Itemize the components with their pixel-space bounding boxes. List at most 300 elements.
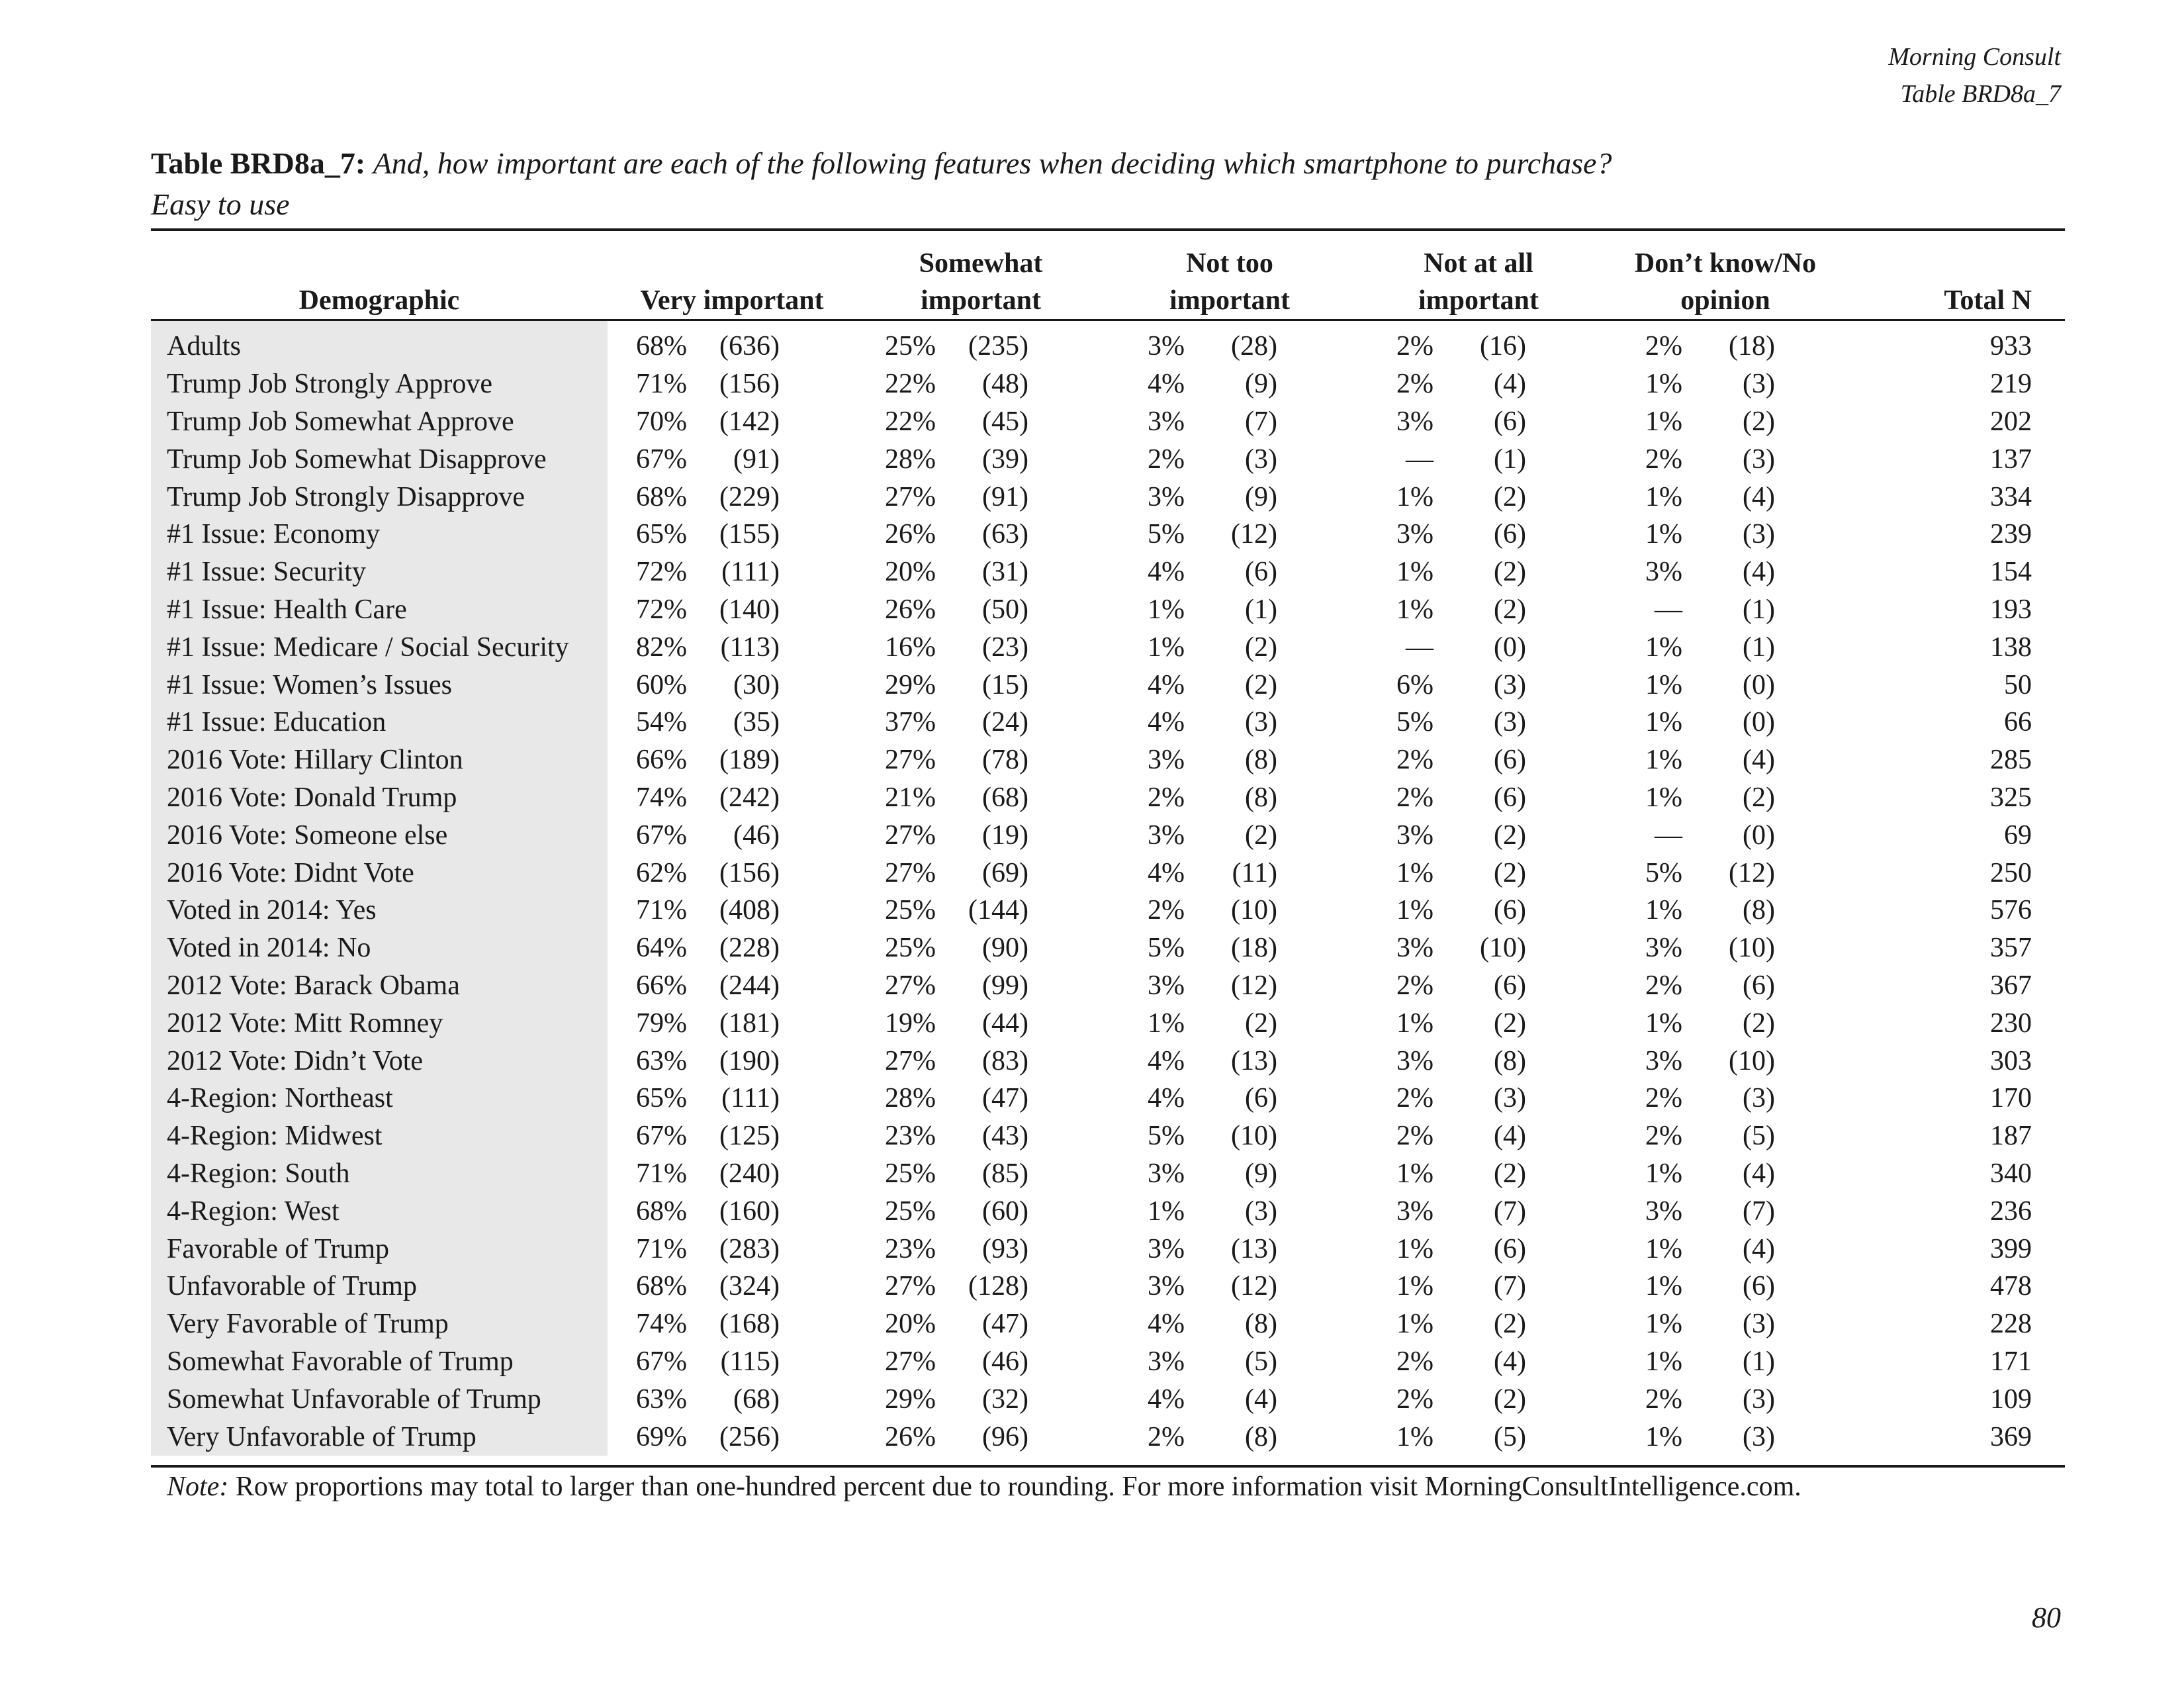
not-at-all-important-pct: 2% <box>1396 1346 1433 1377</box>
very-important-pct: 70% <box>636 406 687 437</box>
dont-know-pct: 1% <box>1645 669 1682 700</box>
not-at-all-important-n: (2) <box>1494 1383 1526 1415</box>
header-table-id: Table BRD8a_7 <box>1900 80 2061 108</box>
table-row <box>151 854 2065 892</box>
total-n-cell: 171 <box>1990 1346 2032 1377</box>
somewhat-important-n: (31) <box>982 557 1028 588</box>
not-at-all-important-n: (1) <box>1494 444 1526 475</box>
very-important-pct: 63% <box>636 1045 687 1076</box>
not-too-important-pct: 4% <box>1148 369 1185 400</box>
very-important-n: (91) <box>733 444 780 475</box>
dont-know-n: (6) <box>1743 1271 1775 1302</box>
not-at-all-important-n: (6) <box>1494 519 1526 550</box>
somewhat-important-pct: 20% <box>885 557 936 588</box>
not-at-all-important-pct: 2% <box>1396 1083 1433 1114</box>
very-important-n: (140) <box>719 594 780 625</box>
dont-know-pct: 2% <box>1645 444 1682 475</box>
very-important-pct: 65% <box>636 1083 687 1114</box>
demographic-cell: 4-Region: South <box>151 1155 608 1193</box>
table-row <box>151 365 2065 403</box>
very-important-n: (46) <box>733 820 780 851</box>
very-important-pct: 64% <box>636 933 687 964</box>
bottom-rule <box>151 1465 2065 1468</box>
very-important-pct: 71% <box>636 1158 687 1189</box>
dont-know-pct: 2% <box>1645 1383 1682 1415</box>
demographic-cell: 2012 Vote: Didn’t Vote <box>151 1042 608 1080</box>
dont-know-n: (0) <box>1743 669 1775 700</box>
not-too-important-pct: 3% <box>1148 820 1185 851</box>
not-too-important-pct: 4% <box>1148 1045 1185 1076</box>
table-body <box>151 320 2065 1456</box>
not-too-important-n: (2) <box>1245 632 1277 663</box>
total-n-cell: 154 <box>1990 557 2032 588</box>
very-important-n: (160) <box>719 1196 780 1227</box>
somewhat-important-n: (44) <box>982 1008 1028 1039</box>
demographic-cell: 4-Region: Midwest <box>151 1117 608 1155</box>
table-row <box>151 516 2065 553</box>
not-too-important-pct: 2% <box>1148 1421 1185 1452</box>
not-too-important-n: (9) <box>1245 369 1277 400</box>
not-too-important-n: (8) <box>1245 1421 1277 1452</box>
very-important-n: (30) <box>733 669 780 700</box>
very-important-pct: 74% <box>636 1309 687 1340</box>
table-row <box>151 1380 2065 1418</box>
dont-know-n: (4) <box>1743 1158 1775 1189</box>
somewhat-important-n: (32) <box>982 1383 1028 1415</box>
demographic-cell: 2016 Vote: Donald Trump <box>151 779 608 817</box>
dont-know-pct: 1% <box>1645 481 1682 512</box>
dont-know-n: (3) <box>1743 1083 1775 1114</box>
somewhat-important-pct: 27% <box>885 1271 936 1302</box>
col-header-very-important: Very important <box>608 233 856 320</box>
header-org: Morning Consult <box>1888 43 2061 71</box>
very-important-n: (189) <box>719 745 780 776</box>
table-row <box>151 704 2065 741</box>
total-n-cell: 193 <box>1990 594 2032 625</box>
table-row <box>151 478 2065 516</box>
somewhat-important-n: (91) <box>982 481 1028 512</box>
dont-know-pct: 3% <box>1645 1196 1682 1227</box>
dont-know-n: (3) <box>1743 1421 1775 1452</box>
dont-know-n: (3) <box>1743 519 1775 550</box>
total-n-cell: 50 <box>2004 669 2032 700</box>
not-at-all-important-n: (3) <box>1494 669 1526 700</box>
not-at-all-important-n: (2) <box>1494 857 1526 888</box>
not-at-all-important-n: (10) <box>1480 933 1526 964</box>
not-too-important-pct: 5% <box>1148 933 1185 964</box>
not-at-all-important-pct: 3% <box>1396 820 1433 851</box>
not-at-all-important-pct: 1% <box>1396 1271 1433 1302</box>
not-at-all-important-pct: 1% <box>1396 557 1433 588</box>
not-at-all-important-n: (2) <box>1494 1158 1526 1189</box>
very-important-n: (115) <box>720 1346 780 1377</box>
somewhat-important-n: (96) <box>982 1421 1028 1452</box>
not-too-important-n: (2) <box>1245 1008 1277 1039</box>
dont-know-pct: 1% <box>1645 1421 1682 1452</box>
somewhat-important-pct: 25% <box>885 1158 936 1189</box>
not-too-important-n: (12) <box>1231 519 1277 550</box>
very-important-pct: 67% <box>636 444 687 475</box>
dont-know-n: (4) <box>1743 745 1775 776</box>
very-important-pct: 79% <box>636 1008 687 1039</box>
very-important-n: (156) <box>719 857 780 888</box>
demographic-cell: #1 Issue: Economy <box>151 516 608 553</box>
not-too-important-n: (1) <box>1245 594 1277 625</box>
demographic-cell: 2016 Vote: Hillary Clinton <box>151 741 608 779</box>
not-too-important-pct: 1% <box>1148 594 1185 625</box>
not-too-important-pct: 4% <box>1148 1309 1185 1340</box>
table-row <box>151 1192 2065 1230</box>
dont-know-pct: 2% <box>1645 1121 1682 1152</box>
page-number: 80 <box>2032 1601 2061 1634</box>
demographic-cell: #1 Issue: Medicare / Social Security <box>151 628 608 666</box>
somewhat-important-n: (78) <box>982 745 1028 776</box>
dont-know-pct: — <box>1655 820 1682 851</box>
not-at-all-important-pct: 1% <box>1396 594 1433 625</box>
table-row <box>151 628 2065 666</box>
very-important-n: (68) <box>733 1383 780 1415</box>
not-at-all-important-n: (5) <box>1494 1421 1526 1452</box>
demographic-cell: Trump Job Strongly Approve <box>151 365 608 403</box>
table-row <box>151 666 2065 704</box>
somewhat-important-n: (68) <box>982 782 1028 813</box>
total-n-cell: 230 <box>1990 1008 2032 1039</box>
very-important-n: (111) <box>721 1083 780 1114</box>
not-too-important-pct: 5% <box>1148 519 1185 550</box>
very-important-n: (244) <box>719 970 780 1001</box>
very-important-n: (408) <box>719 895 780 926</box>
table-row <box>151 1343 2065 1381</box>
demographic-cell: 2016 Vote: Didnt Vote <box>151 854 608 892</box>
somewhat-important-pct: 27% <box>885 745 936 776</box>
very-important-n: (242) <box>719 782 780 813</box>
table-row <box>151 892 2065 929</box>
demographic-cell: Somewhat Favorable of Trump <box>151 1343 608 1381</box>
somewhat-important-n: (83) <box>982 1045 1028 1076</box>
somewhat-important-n: (90) <box>982 933 1028 964</box>
very-important-pct: 68% <box>636 481 687 512</box>
somewhat-important-pct: 37% <box>885 707 936 738</box>
not-at-all-important-n: (3) <box>1494 1083 1526 1114</box>
dont-know-pct: 3% <box>1645 933 1682 964</box>
not-too-important-n: (12) <box>1231 1271 1277 1302</box>
dont-know-pct: 1% <box>1645 519 1682 550</box>
very-important-pct: 65% <box>636 519 687 550</box>
dont-know-n: (2) <box>1743 782 1775 813</box>
dont-know-pct: 1% <box>1645 1271 1682 1302</box>
not-too-important-pct: 3% <box>1148 1233 1185 1264</box>
not-too-important-n: (12) <box>1231 970 1277 1001</box>
total-n-cell: 367 <box>1990 970 2032 1001</box>
table-row <box>151 741 2065 779</box>
dont-know-n: (1) <box>1743 1346 1775 1377</box>
dont-know-pct: 5% <box>1645 857 1682 888</box>
very-important-n: (155) <box>719 519 780 550</box>
somewhat-important-n: (47) <box>982 1309 1028 1340</box>
somewhat-important-n: (46) <box>982 1346 1028 1377</box>
total-n-cell: 369 <box>1990 1421 2032 1452</box>
not-at-all-important-pct: 3% <box>1396 406 1433 437</box>
dont-know-pct: 1% <box>1645 632 1682 663</box>
not-too-important-pct: 3% <box>1148 745 1185 776</box>
somewhat-important-n: (85) <box>982 1158 1028 1189</box>
dont-know-pct: 1% <box>1645 1309 1682 1340</box>
not-too-important-pct: 4% <box>1148 669 1185 700</box>
total-n-cell: 357 <box>1990 933 2032 964</box>
somewhat-important-pct: 26% <box>885 1421 936 1452</box>
very-important-n: (111) <box>721 557 780 588</box>
somewhat-important-pct: 19% <box>885 1008 936 1039</box>
not-at-all-important-pct: 1% <box>1396 1008 1433 1039</box>
not-too-important-pct: 4% <box>1148 1083 1185 1114</box>
not-too-important-n: (3) <box>1245 444 1277 475</box>
not-at-all-important-pct: 1% <box>1396 895 1433 926</box>
demographic-cell: #1 Issue: Health Care <box>151 591 608 629</box>
not-at-all-important-n: (7) <box>1494 1271 1526 1302</box>
very-important-pct: 66% <box>636 970 687 1001</box>
dont-know-n: (8) <box>1743 895 1775 926</box>
very-important-pct: 68% <box>636 1271 687 1302</box>
somewhat-important-pct: 29% <box>885 1383 936 1415</box>
very-important-n: (240) <box>719 1158 780 1189</box>
somewhat-important-pct: 23% <box>885 1121 936 1152</box>
dont-know-n: (0) <box>1743 707 1775 738</box>
demographic-cell: Voted in 2014: Yes <box>151 892 608 929</box>
demographic-cell: Somewhat Unfavorable of Trump <box>151 1380 608 1418</box>
dont-know-n: (0) <box>1743 820 1775 851</box>
very-important-pct: 54% <box>636 707 687 738</box>
very-important-pct: 60% <box>636 669 687 700</box>
not-too-important-pct: 3% <box>1148 481 1185 512</box>
demographic-cell: Trump Job Strongly Disapprove <box>151 478 608 516</box>
not-too-important-pct: 2% <box>1148 895 1185 926</box>
not-at-all-important-pct: 2% <box>1396 782 1433 813</box>
dont-know-n: (12) <box>1729 857 1775 888</box>
table-row <box>151 591 2065 629</box>
somewhat-important-n: (47) <box>982 1083 1028 1114</box>
demographic-cell: Unfavorable of Trump <box>151 1268 608 1305</box>
table-row <box>151 1418 2065 1456</box>
not-at-all-important-pct: 1% <box>1396 857 1433 888</box>
dont-know-pct: 1% <box>1645 707 1682 738</box>
dont-know-pct: 1% <box>1645 1346 1682 1377</box>
not-at-all-important-pct: 6% <box>1396 669 1433 700</box>
somewhat-important-n: (128) <box>968 1271 1028 1302</box>
somewhat-important-pct: 25% <box>885 895 936 926</box>
very-important-n: (190) <box>719 1045 780 1076</box>
very-important-n: (324) <box>719 1271 780 1302</box>
dont-know-n: (3) <box>1743 1383 1775 1415</box>
very-important-pct: 72% <box>636 557 687 588</box>
very-important-pct: 67% <box>636 820 687 851</box>
not-at-all-important-pct: 1% <box>1396 1158 1433 1189</box>
not-at-all-important-pct: 2% <box>1396 1383 1433 1415</box>
dont-know-n: (2) <box>1743 406 1775 437</box>
total-n-cell: 219 <box>1990 369 2032 400</box>
not-too-important-n: (8) <box>1245 745 1277 776</box>
somewhat-important-n: (60) <box>982 1196 1028 1227</box>
very-important-pct: 68% <box>636 331 687 362</box>
somewhat-important-pct: 25% <box>885 1196 936 1227</box>
table-row <box>151 929 2065 967</box>
dont-know-pct: 1% <box>1645 369 1682 400</box>
demographic-cell: #1 Issue: Education <box>151 704 608 741</box>
not-too-important-pct: 4% <box>1148 557 1185 588</box>
very-important-n: (156) <box>719 369 780 400</box>
not-at-all-important-n: (6) <box>1494 406 1526 437</box>
not-too-important-n: (28) <box>1231 331 1277 362</box>
not-at-all-important-pct: 1% <box>1396 481 1433 512</box>
somewhat-important-n: (99) <box>982 970 1028 1001</box>
very-important-n: (228) <box>719 933 780 964</box>
table-row <box>151 1155 2065 1193</box>
not-too-important-n: (18) <box>1231 933 1277 964</box>
somewhat-important-pct: 27% <box>885 857 936 888</box>
not-at-all-important-pct: 2% <box>1396 1121 1433 1152</box>
very-important-pct: 69% <box>636 1421 687 1452</box>
somewhat-important-pct: 27% <box>885 820 936 851</box>
dont-know-n: (5) <box>1743 1121 1775 1152</box>
very-important-n: (125) <box>719 1121 780 1152</box>
not-too-important-n: (7) <box>1245 406 1277 437</box>
not-too-important-n: (4) <box>1245 1383 1277 1415</box>
very-important-pct: 74% <box>636 782 687 813</box>
very-important-pct: 62% <box>636 857 687 888</box>
somewhat-important-n: (43) <box>982 1121 1028 1152</box>
somewhat-important-pct: 28% <box>885 444 936 475</box>
demographic-cell: Trump Job Somewhat Disapprove <box>151 440 608 478</box>
not-too-important-n: (5) <box>1245 1346 1277 1377</box>
not-at-all-important-n: (6) <box>1494 782 1526 813</box>
not-too-important-pct: 3% <box>1148 970 1185 1001</box>
very-important-n: (142) <box>719 406 780 437</box>
not-at-all-important-n: (4) <box>1494 1121 1526 1152</box>
table-subtitle: Easy to use <box>151 187 290 221</box>
somewhat-important-n: (39) <box>982 444 1028 475</box>
total-n-cell: 236 <box>1990 1196 2032 1227</box>
very-important-n: (283) <box>719 1233 780 1264</box>
demographic-cell: Voted in 2014: No <box>151 929 608 967</box>
total-n-cell: 478 <box>1990 1271 2032 1302</box>
table-note <box>167 1468 1801 1505</box>
not-too-important-n: (9) <box>1245 481 1277 512</box>
not-too-important-n: (13) <box>1231 1233 1277 1264</box>
dont-know-pct: 3% <box>1645 1045 1682 1076</box>
dont-know-n: (3) <box>1743 1309 1775 1340</box>
dont-know-n: (2) <box>1743 1008 1775 1039</box>
not-at-all-important-n: (0) <box>1494 632 1526 663</box>
total-n-cell: 109 <box>1990 1383 2032 1415</box>
note-text: Row proportions may total to larger than one-hundred percent due to rounding. For more information visit MorningConsultIntelligence.com. <box>235 1472 1801 1502</box>
total-n-cell: 239 <box>1990 519 2032 550</box>
somewhat-important-n: (50) <box>982 594 1028 625</box>
col-header-somewhat-important: Somewhat important <box>856 233 1105 320</box>
demographic-cell: #1 Issue: Women’s Issues <box>151 666 608 704</box>
very-important-pct: 66% <box>636 745 687 776</box>
table-row <box>151 1230 2065 1268</box>
somewhat-important-pct: 27% <box>885 1045 936 1076</box>
very-important-pct: 72% <box>636 594 687 625</box>
table-row <box>151 1305 2065 1343</box>
very-important-pct: 63% <box>636 1383 687 1415</box>
demographic-cell: 2012 Vote: Barack Obama <box>151 967 608 1005</box>
col-header-total-n: Total N <box>1848 233 2065 320</box>
not-at-all-important-n: (3) <box>1494 707 1526 738</box>
not-too-important-pct: 3% <box>1148 1158 1185 1189</box>
not-too-important-pct: 3% <box>1148 406 1185 437</box>
somewhat-important-pct: 25% <box>885 331 936 362</box>
somewhat-important-pct: 25% <box>885 933 936 964</box>
dont-know-n: (3) <box>1743 444 1775 475</box>
not-too-important-pct: 3% <box>1148 331 1185 362</box>
not-at-all-important-n: (7) <box>1494 1196 1526 1227</box>
not-at-all-important-pct: 1% <box>1396 1421 1433 1452</box>
not-too-important-pct: 3% <box>1148 1346 1185 1377</box>
total-n-cell: 187 <box>1990 1121 2032 1152</box>
very-important-n: (181) <box>719 1008 780 1039</box>
not-too-important-n: (13) <box>1231 1045 1277 1076</box>
not-at-all-important-pct: 1% <box>1396 1309 1433 1340</box>
not-at-all-important-n: (2) <box>1494 557 1526 588</box>
not-too-important-pct: 1% <box>1148 1008 1185 1039</box>
demographic-cell: 2016 Vote: Someone else <box>151 816 608 854</box>
not-at-all-important-pct: 3% <box>1396 519 1433 550</box>
demographic-cell: Very Unfavorable of Trump <box>151 1418 608 1456</box>
very-important-pct: 71% <box>636 895 687 926</box>
very-important-pct: 82% <box>636 632 687 663</box>
not-at-all-important-n: (6) <box>1494 895 1526 926</box>
not-too-important-pct: 5% <box>1148 1121 1185 1152</box>
very-important-pct: 68% <box>636 1196 687 1227</box>
total-n-cell: 138 <box>1990 632 2032 663</box>
table-row <box>151 440 2065 478</box>
not-at-all-important-n: (4) <box>1494 1346 1526 1377</box>
somewhat-important-n: (93) <box>982 1233 1028 1264</box>
somewhat-important-n: (144) <box>968 895 1028 926</box>
not-too-important-n: (10) <box>1231 1121 1277 1152</box>
somewhat-important-n: (69) <box>982 857 1028 888</box>
not-at-all-important-pct: 1% <box>1396 1233 1433 1264</box>
total-n-cell: 202 <box>1990 406 2032 437</box>
dont-know-n: (4) <box>1743 481 1775 512</box>
not-at-all-important-n: (6) <box>1494 745 1526 776</box>
not-at-all-important-n: (2) <box>1494 594 1526 625</box>
total-n-cell: 285 <box>1990 745 2032 776</box>
not-too-important-n: (6) <box>1245 1083 1277 1114</box>
table-row <box>151 320 2065 365</box>
somewhat-important-n: (23) <box>982 632 1028 663</box>
total-n-cell: 334 <box>1990 481 2032 512</box>
somewhat-important-pct: 23% <box>885 1233 936 1264</box>
table-row <box>151 779 2065 817</box>
demographic-cell: 4-Region: West <box>151 1192 608 1230</box>
not-at-all-important-pct: 3% <box>1396 1045 1433 1076</box>
dont-know-pct: 2% <box>1645 970 1682 1001</box>
dont-know-n: (7) <box>1743 1196 1775 1227</box>
dont-know-n: (1) <box>1743 594 1775 625</box>
total-n-cell: 576 <box>1990 895 2032 926</box>
not-at-all-important-n: (2) <box>1494 820 1526 851</box>
dont-know-n: (4) <box>1743 557 1775 588</box>
dont-know-n: (18) <box>1729 331 1775 362</box>
not-at-all-important-pct: 5% <box>1396 707 1433 738</box>
not-at-all-important-n: (2) <box>1494 1008 1526 1039</box>
table-row <box>151 553 2065 591</box>
not-too-important-n: (11) <box>1232 857 1277 888</box>
somewhat-important-n: (48) <box>982 369 1028 400</box>
not-at-all-important-n: (8) <box>1494 1045 1526 1076</box>
somewhat-important-n: (235) <box>968 331 1028 362</box>
